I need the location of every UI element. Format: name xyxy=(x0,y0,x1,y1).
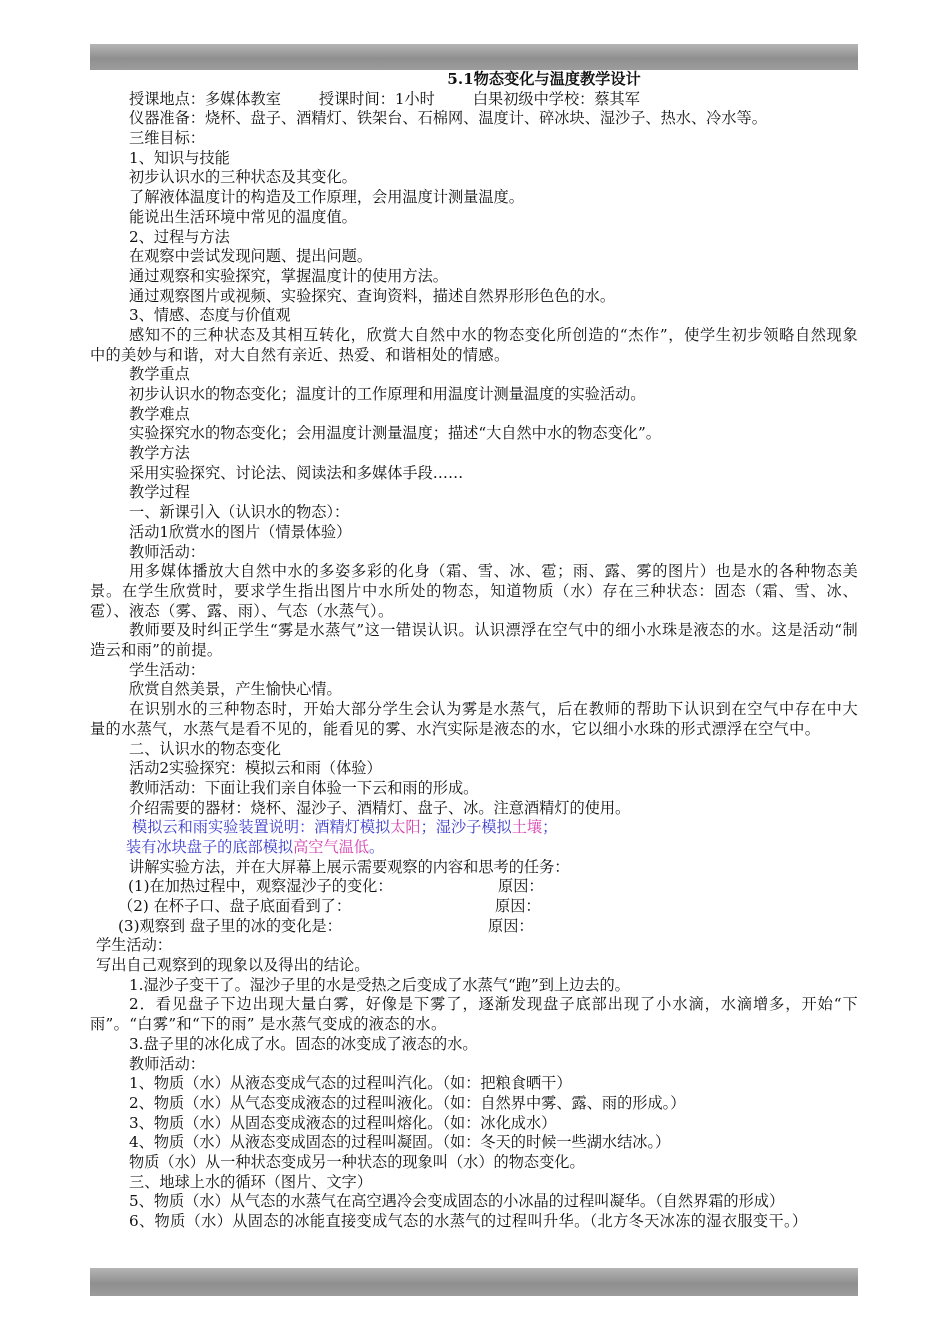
definition-paragraph: 6、物质（水）从固态的冰能直接变成气态的水蒸气的过程叫升华。（北方冬天冰冻的湿衣服变干。） xyxy=(129,1212,808,1231)
definition-line: 4、物质（水）从液态变成固态的过程叫凝固。（如：冬天的时候一些湖水结冰。） xyxy=(129,1133,671,1152)
part2-teacher-label: 教师活动： xyxy=(129,1054,205,1073)
state-change-summary: 物质（水）从一种状态变成另一种状态的现象叫（水）的物态变化。 xyxy=(129,1152,585,1171)
part1-student-label: 学生活动： xyxy=(129,660,205,679)
question-text: (1)在加热过程中，观察湿沙子的变化： xyxy=(128,877,393,896)
part1-student-paragraph: 在识别水的三种物态时，开始大部分学生会认为雾是水蒸气，后在教师的帮助下认识到在空气中存在中大量的水蒸气，水蒸气是看不见的，能看见的雾、水汽实际是液态的水，它以细小水珠的形式漂浮在空气中。 xyxy=(90,700,858,738)
course-time: 授课时间：1小时 xyxy=(318,89,435,108)
observation-2: 2．看见盘子下边出现大量白雾，好像是下雾了，逐渐发现盘子底部出现了小水滴，水滴增多，开始“下雨”。“白雾”和“下的雨” 是水蒸气变成的液态的水。 xyxy=(90,995,858,1034)
part1-teacher-paragraph: 用多媒体播放大自然中水的多姿多彩的化身（霜、雪、冰、雹；雨、露、雾的图片）也是水的各种物态美景。在学生欣赏时，要求学生指出图片中水所处的物态，知道物质（水）存在三种状态：固态（霜、雪、冰、雹）、液态（雾、露、雨）、气态（水蒸气）。 xyxy=(90,562,858,620)
question-line xyxy=(90,877,858,897)
part1-activity: 活动1欣赏水的图片（情景体验） xyxy=(129,522,352,541)
goal3-paragraph: 感知不的三种状态及其相互转化，欣赏大自然中水的物态变化所创造的“杰作”，使学生初步领略自然现象中的美妙与和谐，对大自然有亲近、热爱、和谐相处的情感。 xyxy=(90,325,858,364)
question-text: （2) 在杯子口、盘子底面看到了： xyxy=(118,897,352,916)
reason-label: 原因： xyxy=(488,916,534,935)
goal2-item: 通过观察和实验探究，掌握温度计的使用方法。 xyxy=(129,266,448,285)
part3-heading: 三、地球上水的循环（图片、文字） xyxy=(129,1172,372,1191)
device-text: ；湿沙子模拟 xyxy=(420,818,512,837)
part2-student-intro: 写出自己观察到的现象以及得出的结论。 xyxy=(96,956,370,975)
soil-label: 土壤 xyxy=(511,818,543,837)
device-text: ； xyxy=(542,818,558,837)
cold-air-label: 高空气温低 xyxy=(293,837,369,856)
key-heading: 教学重点 xyxy=(129,365,190,384)
question-line xyxy=(90,917,858,937)
part2-heading: 二、认识水的物态变化 xyxy=(129,739,281,758)
difficulty-text: 实验探究水的物态变化；会用温度计测量温度；描述“大自然中水的物态变化”。 xyxy=(129,424,661,443)
goal1-heading: 1、知识与技能 xyxy=(129,148,230,167)
goal2-item: 在观察中尝试发现问题、提出问题。 xyxy=(129,247,372,266)
process-heading: 教学过程 xyxy=(129,483,190,502)
part2-method-line: 讲解实验方法，并在大屏幕上展示需要观察的内容和思考的任务： xyxy=(129,857,570,876)
question-line xyxy=(90,897,858,917)
part2-teacher-line: 教师活动：下面让我们亲自体验一下云和雨的形成。 xyxy=(129,778,479,797)
goals-heading: 三维目标： xyxy=(129,129,205,148)
plate-description xyxy=(90,838,858,858)
goal1-item: 了解液体温度计的构造及工作原理，会用温度计测量温度。 xyxy=(129,188,524,207)
method-heading: 教学方法 xyxy=(129,444,190,463)
part1-student-text: 欣赏自然美景，产生愉快心情。 xyxy=(129,680,342,699)
observation-3: 3.盘子里的冰化成了水。固态的冰变成了液态的水。 xyxy=(129,1034,478,1053)
goal2-heading: 2、过程与方法 xyxy=(129,227,230,246)
definition-line: 1、物质（水）从液态变成气态的过程叫汽化。（如：把粮食晒干） xyxy=(129,1074,572,1093)
part2-equipment-line: 介绍需要的器材：烧杯、湿沙子、酒精灯、盘子、冰。注意酒精灯的使用。 xyxy=(129,798,631,817)
part1-teacher-paragraph: 教师要及时纠正学生“雾是水蒸气”这一错误认识。认识漂浮在空气中的细小水珠是液态的水。这是活动“制造云和雨”的前提。 xyxy=(90,621,858,660)
reason-label: 原因： xyxy=(498,877,544,896)
question-text: (3)观察到 盘子里的冰的变化是： xyxy=(118,916,342,935)
definition-line: 2、物质（水）从气态变成液态的过程叫液化。（如：自然界中雾、露、雨的形成。） xyxy=(129,1093,686,1112)
document-body xyxy=(90,70,858,1232)
document-title: 5.1物态变化与温度教学设计 xyxy=(447,70,641,88)
part2-activity: 活动2实验探究：模拟云和雨（体验） xyxy=(129,759,382,778)
definition-line: 5、物质（水）从气态的水蒸气在高空遇冷会变成固态的小冰晶的过程叫凝华。（自然界霜的形成） xyxy=(129,1192,785,1211)
goal2-item: 通过观察图片或视频、实验探究、查询资料，描述自然界形形色色的水。 xyxy=(129,286,615,305)
reason-label: 原因： xyxy=(495,897,541,916)
part1-heading: 一、新课引入（认识水的物态）： xyxy=(129,503,350,522)
course-place: 授课地点：多媒体教室 xyxy=(129,89,281,108)
goal1-item: 初步认识水的三种状态及其变化。 xyxy=(129,168,357,187)
difficulty-heading: 教学难点 xyxy=(129,404,190,423)
key-text: 初步认识水的物态变化；温度计的工作原理和用温度计测量温度的实验活动。 xyxy=(129,385,646,404)
part1-teacher-label: 教师活动： xyxy=(129,542,205,561)
device-text: 模拟云和雨实验装置说明：酒精灯模拟 xyxy=(132,818,391,837)
method-text: 采用实验探究、讨论法、阅读法和多媒体手段…… xyxy=(129,463,464,482)
observation-1: 1.湿沙子变干了。湿沙子里的水是受热之后变成了水蒸气“跑”到上边去的。 xyxy=(129,975,630,994)
equipment-line: 仪器准备：烧杯、盘子、酒精灯、铁架台、石棉网、温度计、碎冰块、湿沙子、热水、冷水等。 xyxy=(129,109,767,128)
device-description xyxy=(90,818,858,838)
header-band xyxy=(90,44,858,70)
definition-line: 3、物质（水）从固态变成液态的过程叫熔化。（如：冰化成水） xyxy=(129,1113,557,1132)
plate-text: 装有冰块盘子的底部模拟 xyxy=(126,837,294,856)
goal3-heading: 3、情感、态度与价值观 xyxy=(129,306,291,325)
plate-text: 。 xyxy=(369,837,385,856)
course-info-line xyxy=(90,90,858,110)
sun-label: 太阳 xyxy=(390,818,421,837)
part2-student-label: 学生活动： xyxy=(96,936,172,955)
course-school: 白果初级中学校：蔡其军 xyxy=(472,89,640,108)
goal1-item: 能说出生活环境中常见的温度值。 xyxy=(129,207,357,226)
footer-band xyxy=(90,1268,858,1296)
